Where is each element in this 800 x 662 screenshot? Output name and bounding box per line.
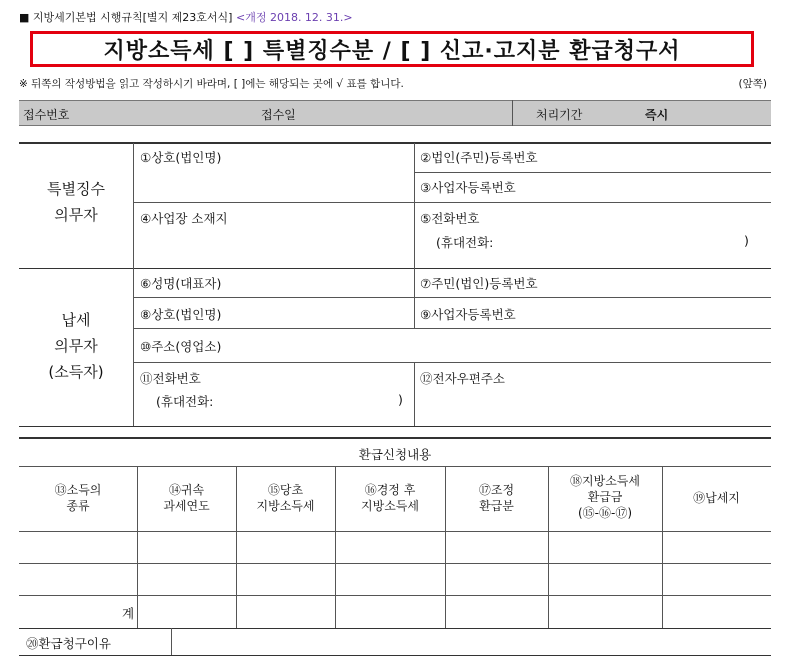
- col-header-line: ⑭귀속: [168, 483, 205, 497]
- processing-period-value: 즉시: [645, 108, 669, 122]
- col-header-line: 지방소득세: [361, 499, 419, 513]
- col-header-refund-amount: [548, 473, 662, 521]
- col-header-income-type: [19, 482, 137, 514]
- withholder-row-line: [133, 202, 771, 203]
- instruction-note: ※ 뒤쪽의 작성방법을 읽고 작성하시기 바라며, [ ]에는 해당되는 곳에 √ 표를 합니다.: [19, 78, 404, 90]
- field-business-address: ④사업장 소재지: [140, 211, 228, 226]
- amendment-date: <개정 2018. 12. 31.>: [235, 11, 353, 24]
- taxpayer-label-line2: 의무자: [54, 337, 98, 355]
- field-company-name: ⑧상호(법인명): [140, 307, 222, 322]
- processing-period-label: 처리기간: [536, 108, 583, 122]
- refund-reason-label: ⑳환급청구이유: [26, 636, 111, 651]
- taxpayer-row-line: [133, 297, 771, 298]
- page-side-label: (앞쪽): [738, 78, 767, 90]
- col-header-line: ⑰조정: [478, 483, 515, 497]
- refund-section-title: 환급신청내용: [358, 447, 432, 462]
- field-mobile-phone: (휴대전화:: [436, 235, 494, 250]
- col-header-line: ⑬소득의: [54, 483, 102, 497]
- receipt-date-label: 접수일: [261, 108, 296, 122]
- refund-row-line: [19, 563, 771, 564]
- withholder-row-line: [414, 172, 771, 173]
- refund-row-line: [19, 531, 771, 532]
- field-business-reg-number: ⑨사업자등록번호: [420, 307, 516, 322]
- field-phone-number: ⑤전화번호: [420, 211, 480, 226]
- field-address: ⑩주소(영업소): [140, 339, 222, 354]
- taxpayer-col-divider: [414, 362, 415, 426]
- form-legal-basis: [19, 9, 353, 25]
- section-top-border: [19, 142, 771, 144]
- taxpayer-top-border: [19, 268, 771, 269]
- col-header-line: ⑮당초: [267, 483, 304, 497]
- field-email-address: ⑫전자우편주소: [420, 371, 505, 386]
- withholder-label-line2: 의무자: [54, 206, 98, 224]
- taxpayer-col-divider: [414, 268, 415, 328]
- col-header-line: ⑯경정 후: [364, 483, 416, 497]
- col-header-line: (⑮-⑯-⑰): [577, 506, 633, 520]
- refund-title-line: [19, 466, 771, 467]
- withholder-label-divider: [133, 143, 134, 268]
- col-header-corrected-tax: [335, 482, 445, 514]
- refund-row-line: [19, 595, 771, 596]
- field-corporate-reg-number: ②법인(주민)등록번호: [420, 150, 538, 165]
- field-business-reg-number: ③사업자등록번호: [420, 180, 516, 195]
- taxpayer-label-line1: 납세: [61, 311, 91, 329]
- taxpayer-section-label: [19, 307, 133, 385]
- taxpayer-bottom-border: [19, 426, 771, 427]
- field-phone-number: ⑪전화번호: [140, 371, 201, 386]
- taxpayer-row-line: [133, 362, 771, 363]
- withholder-col-divider: [414, 143, 415, 268]
- field-name-representative: ⑥성명(대표자): [140, 276, 222, 291]
- col-header-adjusted-refund: [445, 482, 548, 514]
- refund-row-line: [19, 628, 771, 629]
- col-header-line: 과세연도: [163, 499, 210, 513]
- col-header-line: 종류: [66, 499, 90, 513]
- form-title-box: [30, 31, 754, 67]
- withholder-label-line1: 특별징수: [47, 180, 105, 198]
- col-header-line: 환급금: [587, 490, 623, 504]
- total-row-label: 계: [121, 606, 135, 621]
- field-mobile-phone: (휴대전화:: [156, 394, 214, 409]
- mobile-phone-close: ): [744, 233, 749, 248]
- field-resident-reg-number: ⑦주민(법인)등록번호: [420, 276, 538, 291]
- receipt-number-label: 접수번호: [23, 108, 70, 122]
- col-header-tax-year: [137, 482, 236, 514]
- taxpayer-row-line: [133, 328, 771, 329]
- reason-row-bottom: [19, 655, 771, 656]
- col-header-original-tax: [236, 482, 335, 514]
- receipt-info-row: [19, 100, 771, 126]
- field-company-name: ①상호(법인명): [140, 150, 222, 165]
- taxpayer-label-divider: [133, 268, 134, 426]
- col-header-line: 지방소득세: [256, 499, 315, 513]
- mobile-phone-close: ): [398, 392, 403, 407]
- col-header-line: ⑱지방소득세: [570, 474, 640, 488]
- refund-top-border: [19, 437, 771, 439]
- col-header-tax-location: [662, 490, 771, 506]
- gray-row-divider: [512, 100, 513, 126]
- taxpayer-label-line3: (소득자): [48, 363, 104, 381]
- withholder-section-label: [19, 176, 133, 228]
- col-header-line: 환급분: [479, 499, 514, 513]
- form-title: 지방소득세 [ ] 특별징수분 / [ ] 신고·고지분 환급청구서: [103, 38, 681, 64]
- col-header-line: ⑲납세지: [693, 491, 740, 505]
- legal-basis-text: ■ 지방세기본법 시행규칙[별지 제23호서식]: [19, 11, 233, 24]
- reason-row-divider: [171, 628, 172, 655]
